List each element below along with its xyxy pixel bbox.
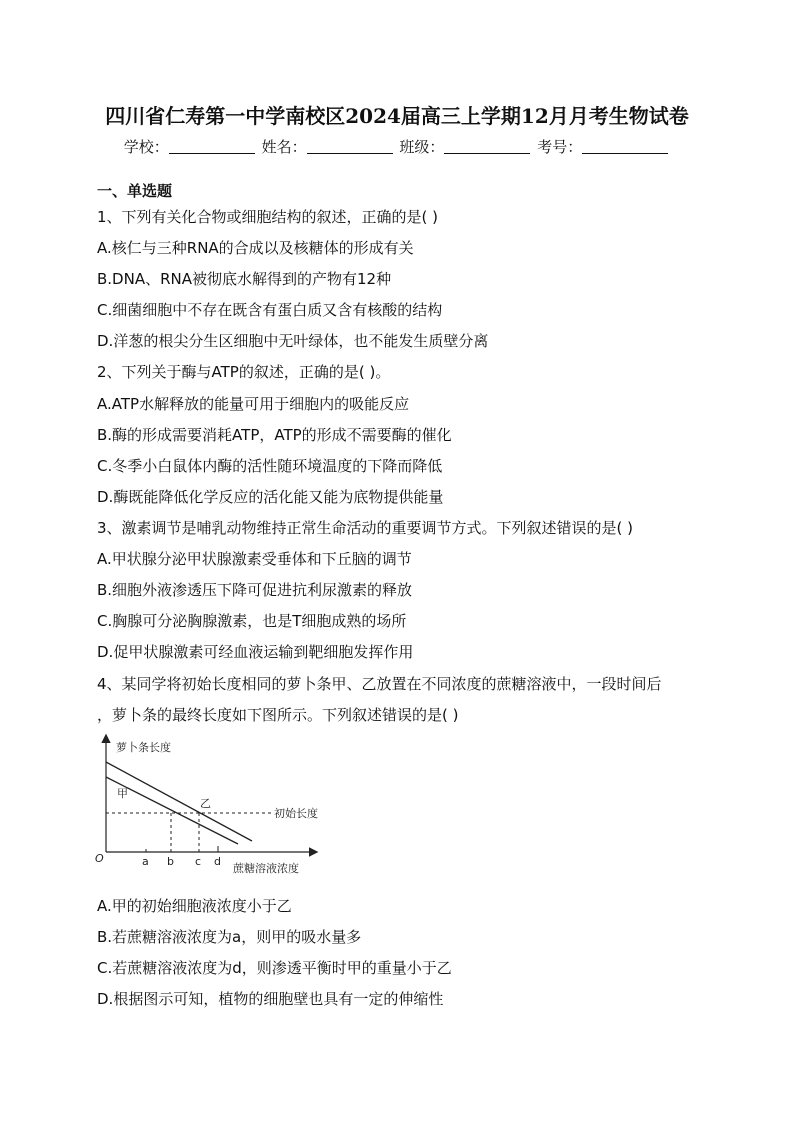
question-2-option-a: A.ATP水解释放的能量可用于细胞内的吸能反应 [97,395,410,413]
origin-label: O [95,852,104,865]
tick-label-d: d [214,855,221,868]
y-axis-label: 萝卜条长度 [116,741,171,754]
question-1-option-b: B.DNA、RNA被彻底水解得到的产物有12种 [97,270,392,288]
school-blank[interactable] [169,139,255,154]
question-4-option-a: A.甲的初始细胞液浓度小于乙 [97,897,292,915]
question-3-option-c: C.胸腺可分泌胸腺激素，也是T细胞成熟的场所 [97,612,407,630]
class-blank[interactable] [444,139,530,154]
question-4-option-b: B.若蔗糖溶液浓度为a，则甲的吸水量多 [97,928,362,946]
question-4-stem-continued: ，萝卜条的最终长度如下图所示。下列叙述错误的是( ) [97,706,459,724]
question-3-option-b: B.细胞外液渗透压下降可促进抗利尿激素的释放 [97,581,413,599]
question-2-stem: 2、下列关于酶与ATP的叙述，正确的是( )。 [97,363,391,381]
name-label: 姓名： [261,138,307,156]
question-3-option-a: A.甲状腺分泌甲状腺激素受垂体和下丘脑的调节 [97,550,412,568]
question-1-stem: 1、下列有关化合物或细胞结构的叙述，正确的是( ) [97,208,439,226]
tick-label-a: a [142,855,149,868]
question-4-option-c: C.若蔗糖溶液浓度为d，则渗透平衡时甲的重量小于乙 [97,959,452,977]
initial-length-label: 初始长度 [274,807,318,820]
question-4-option-d: D.根据图示可知，植物的细胞壁也具有一定的伸缩性 [97,990,444,1008]
question-1-option-a: A.核仁与三种RNA的合成以及核糖体的形成有关 [97,239,414,257]
student-info-row [0,136,794,157]
question-2-option-b: B.酶的形成需要消耗ATP，ATP的形成不需要酶的催化 [97,426,452,444]
section-heading: 一、单选题 [97,182,173,200]
series-jia-label: 甲 [117,787,128,800]
series-yi-label: 乙 [200,797,211,810]
school-label: 学校： [123,138,169,156]
question-2-option-c: C.冬季小白鼠体内酶的活性随环境温度的下降而降低 [97,457,443,475]
name-blank[interactable] [307,139,393,154]
question-1-option-c: C.细菌细胞中不存在既含有蛋白质又含有核酸的结构 [97,301,443,319]
exam-no-blank[interactable] [582,139,668,154]
x-axis-label: 蔗糖溶液浓度 [233,862,299,875]
question-3-stem: 3、激素调节是哺乳动物维持正常生命活动的重要调节方式。下列叙述错误的是( ) [97,519,634,537]
radish-length-chart [90,732,350,882]
question-4-stem: 4、某同学将初始长度相同的萝卜条甲、乙放置在不同浓度的蔗糖溶液中，一段时间后 [97,675,662,693]
exam-no-label: 考号： [537,138,583,156]
tick-label-c: c [195,855,202,868]
tick-label-b: b [167,855,174,868]
question-2-option-d: D.酶既能降低化学反应的活化能又能为底物提供能量 [97,488,444,506]
page-title: 四川省仁寿第一中学南校区2024届高三上学期12月月考生物试卷 [105,104,689,128]
question-1-option-d: D.洋葱的根尖分生区细胞中无叶绿体，也不能发生质壁分离 [97,332,489,350]
series-yi-line [106,762,252,841]
class-label: 班级： [399,138,445,156]
question-3-option-d: D.促甲状腺激素可经血液运输到靶细胞发挥作用 [97,643,414,661]
